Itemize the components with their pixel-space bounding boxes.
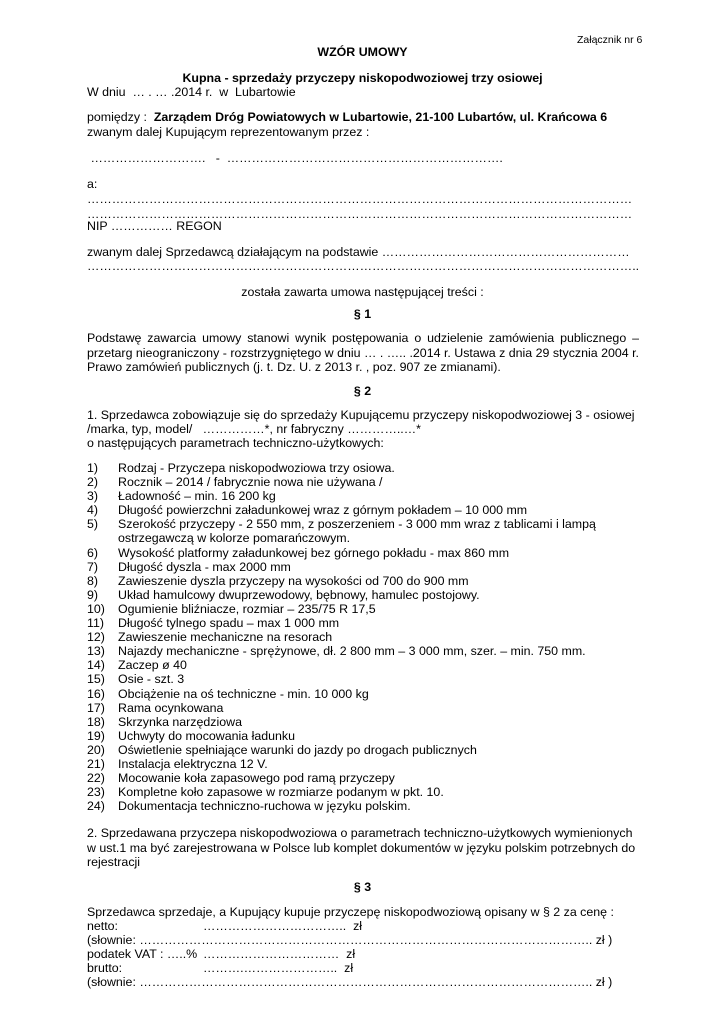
vat-label: podatek VAT : …..% <box>87 947 198 961</box>
parameter-text: Zawieszenie dyszla przyczepy na wysokości od 700 do 900 mm <box>118 573 469 588</box>
parameter-number: 5) <box>87 517 99 532</box>
parameter-item <box>87 588 647 602</box>
parameter-text: Długość powierzchni załadunkowej wraz z górnym pokładem – 10 000 mm <box>118 503 528 518</box>
parameter-number: 21) <box>87 756 105 771</box>
parameter-number: 1) <box>87 461 99 475</box>
section3-intro: Sprzedawca sprzedaje, a Kupujący kupuje przyczepę niskopodwoziową opisany w § 2 za cenę : <box>87 905 614 919</box>
parameter-text: Oświetlenie spełniające warunki do jazdy po drogach publicznych <box>118 742 477 757</box>
section2-intro: o następujących parametrach techniczno-użytkowych: <box>87 436 384 450</box>
section2-intro: /marka, typ, model/ ……………*, nr fabryczny …………..…* <box>87 422 421 436</box>
parameter-number: 2) <box>87 475 99 490</box>
parameter-text: Układ hamulcowy dwuprzewodowy, bębnowy, hamulec postojowy. <box>118 587 480 602</box>
parameter-item <box>87 743 647 757</box>
nip-regon-line: NIP …………… REGON <box>87 219 222 233</box>
parameter-number: 20) <box>87 742 105 757</box>
parameter-number: 17) <box>87 700 105 715</box>
parameter-number: 8) <box>87 573 99 588</box>
words-line: (słownie: ……………………………………………………………………………………………….. zł ) <box>87 933 613 947</box>
parameter-item <box>87 630 647 644</box>
parameter-text: Osie - szt. 3 <box>118 672 185 687</box>
netto-value: …………………………….. zł <box>203 919 363 933</box>
section2-intro: 1. Sprzedawca zobowiązuje się do sprzedaży Kupującemu przyczepy niskopodwoziowej 3 - osiowej <box>87 408 635 422</box>
representative-line: ………………………. - …………………………………………………………. <box>87 151 503 165</box>
parameter-item <box>87 771 647 785</box>
parameter-text: Zawieszenie mechaniczne na resorach <box>118 630 333 645</box>
parameter-number: 23) <box>87 785 105 800</box>
parameter-item <box>87 503 647 517</box>
parameter-item <box>87 672 647 686</box>
parameter-number: 14) <box>87 658 105 673</box>
buyer-line: zwanym dalej Kupującym reprezentowanym przez : <box>87 125 370 139</box>
seller-dots: …………………………………………………………………………………………………………………….. <box>87 259 640 273</box>
parameter-number: 18) <box>87 714 105 729</box>
parameter-item <box>87 616 647 630</box>
parameter-number: 15) <box>87 672 105 687</box>
parameter-item <box>87 517 647 545</box>
parameter-number: 3) <box>87 489 99 504</box>
parameter-text: Uchwyty do mocowania ładunku <box>118 728 296 743</box>
parameter-number: 9) <box>87 587 99 602</box>
parameter-item <box>87 574 647 588</box>
parameter-item <box>87 560 647 574</box>
parameter-text: Instalacja elektryczna 12 V. <box>118 756 268 771</box>
parameter-text: Najazdy mechaniczne - sprężynowe, dł. 2 800 mm – 3 000 mm, szer. – min. 750 mm. <box>118 644 586 659</box>
parameters-list <box>87 461 647 813</box>
parameter-item <box>87 715 647 729</box>
parameter-text: Dokumentacja techniczno-ruchowa w języku polskim. <box>118 799 411 814</box>
parameter-text: Długość tylnego spadu – max 1 000 mm <box>118 616 340 631</box>
parameter-number: 4) <box>87 503 99 518</box>
section2-point2: 2. Sprzedawana przyczepa niskopodwoziowa o parametrach techniczno-użytkowych wymienionych w ust.1 ma być zarejestrowana w Polsce lub komplet dokumentów w języku polskim potrzebnych do rejestracji <box>87 826 636 869</box>
parameter-item <box>87 489 647 503</box>
parameter-text: Rodzaj - Przyczepa niskopodwoziowa trzy osiowa. <box>118 461 395 475</box>
section-heading: § 1 <box>353 307 372 321</box>
parameter-text: Długość dyszla - max 2000 mm <box>118 559 291 574</box>
parameter-item <box>87 687 647 701</box>
vat-value: …………………………… zł <box>203 947 356 961</box>
parameter-text: Zaczep ø 40 <box>118 658 187 673</box>
parameter-number: 19) <box>87 728 105 743</box>
parameter-item <box>87 475 647 489</box>
parameter-item <box>87 658 647 672</box>
parameter-number: 6) <box>87 545 99 560</box>
parameter-text: Szerokość przyczepy - 2 550 mm, z poszerzeniem - 3 000 mm wraz z tablicami i lampą ostrzegawczą w kolorze pomarańczowym. <box>118 517 596 546</box>
parameter-number: 22) <box>87 771 105 786</box>
seller-line: zwanym dalej Sprzedawcą działającym na podstawie …………………………………………………… <box>87 245 630 259</box>
parameter-item <box>87 644 647 658</box>
parameter-text: Skrzynka narzędziowa <box>118 714 242 729</box>
dots-line: …………………………………………………………………………………………………………………… <box>87 207 633 221</box>
parameter-number: 13) <box>87 644 105 659</box>
brutto-label: brutto: <box>87 961 123 975</box>
parameter-number: 12) <box>87 630 105 645</box>
between-label: pomiędzy : <box>87 110 147 124</box>
brutto-value: ……….………………….. zł <box>203 961 354 975</box>
parameter-text: Ogumienie bliźniacze, rozmiar – 235/75 R 17,5 <box>118 601 376 616</box>
date-line: W dniu … . … .2014 r. w Lubartowie <box>87 85 296 99</box>
parameter-item <box>87 602 647 616</box>
concluded-line: została zawarta umowa następującej treści : <box>241 285 484 299</box>
parameter-text: Wysokość platformy załadunkowej bez górnego pokładu - max 860 mm <box>118 545 510 560</box>
parameter-text: Rama ocynkowana <box>118 700 224 715</box>
a-label: a: <box>87 177 98 191</box>
parameter-item <box>87 546 647 560</box>
attachment-label: Załącznik nr 6 <box>577 34 643 46</box>
document-subtitle: Kupna - sprzedaży przyczepy niskopodwoziowej trzy osiowej <box>182 71 543 85</box>
parameter-item <box>87 729 647 743</box>
parameter-number: 7) <box>87 559 99 574</box>
parameter-number: 24) <box>87 799 105 814</box>
parameter-text: Obciążenie na oś techniczne - min. 10 000 kg <box>118 686 369 701</box>
parameter-text: Kompletne koło zapasowe w rozmiarze podanym w pkt. 10. <box>118 785 444 800</box>
dots-line: …………………………………………………………………………………………………………………… <box>87 192 633 206</box>
parameter-item <box>87 701 647 715</box>
section-heading: § 2 <box>353 384 372 398</box>
between-line <box>87 110 607 125</box>
section1-text: Podstawę zawarcia umowy stanowi wynik postępowania o udzielenie zamówienia publicznego – przetarg nieograniczony - rozstrzygniętego w dniu … . ….. .2014 r. Ustawa z dnia 29 stycznia 2004 r. Prawo zamówień publicznych (j. t. Dz. U. z 2013 r. , poz. 907 ze zmianami). <box>87 331 639 374</box>
section-heading: § 3 <box>353 880 372 894</box>
netto-label: netto: <box>87 919 119 933</box>
parameter-number: 16) <box>87 686 105 701</box>
parameter-text: Rocznik – 2014 / fabrycznie nowa nie używana / <box>118 475 383 490</box>
words-line: (słownie: ……………………………………………………………………………………………….. zł ) <box>87 975 613 989</box>
parameter-item <box>87 461 647 475</box>
parameter-text: Ładowność – min. 16 200 kg <box>118 489 276 504</box>
between-party: Zarządem Dróg Powiatowych w Lubartowie, 21-100 Lubartów, ul. Krańcowa 6 <box>153 110 608 124</box>
parameter-item <box>87 757 647 771</box>
parameter-number: 10) <box>87 601 105 616</box>
parameter-number: 11) <box>87 616 104 631</box>
parameter-text: Mocowanie koła zapasowego pod ramą przyczepy <box>118 771 395 786</box>
parameter-item <box>87 799 647 813</box>
document-title: WZÓR UMOWY <box>317 45 408 59</box>
parameter-item <box>87 785 647 799</box>
